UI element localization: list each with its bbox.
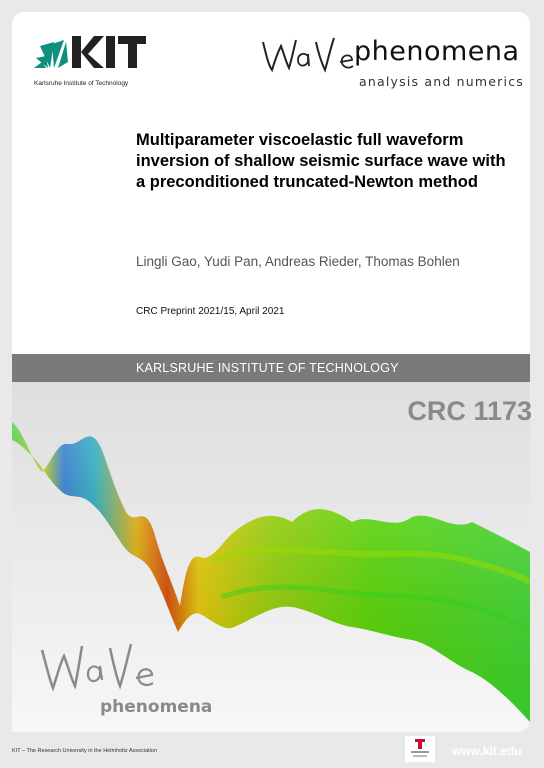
kit-subtitle: Karlsruhe Institute of Technology — [34, 80, 129, 87]
crc-label: CRC 1173 — [407, 396, 532, 426]
wave-logo-title: phenomena — [354, 36, 520, 67]
helmholtz-badge[interactable] — [405, 736, 435, 762]
cover-page — [12, 12, 530, 732]
wave-logo-icon — [260, 32, 356, 78]
kit-emblem-icon — [32, 32, 152, 78]
helmholtz-badge-icon — [405, 736, 435, 762]
wave-surface-illustration — [12, 382, 530, 732]
institute-band-label: KARLSRUHE INSTITUTE OF TECHNOLOGY — [136, 361, 399, 375]
kit-logo[interactable] — [32, 32, 152, 92]
preprint-info: CRC Preprint 2021/15, April 2021 — [136, 306, 285, 317]
paper-authors: Lingli Gao, Yudi Pan, Andreas Rieder, Thomas Bohlen — [136, 254, 460, 269]
wave-phenomena-logo[interactable] — [260, 30, 522, 92]
paper-title: Multiparameter viscoelastic full waveform inversion of shallow seismic surface wave with a preconditioned truncated-Newton method — [136, 131, 506, 191]
institute-band — [12, 354, 530, 382]
footer-association: KIT – The Research University in the Helmholtz Association — [12, 748, 158, 754]
wave-logo-subtitle: analysis and numerics — [359, 74, 524, 89]
kit-website-link[interactable]: www.kit.edu — [452, 744, 522, 758]
hero-logo-subtitle: phenomena — [100, 697, 213, 717]
